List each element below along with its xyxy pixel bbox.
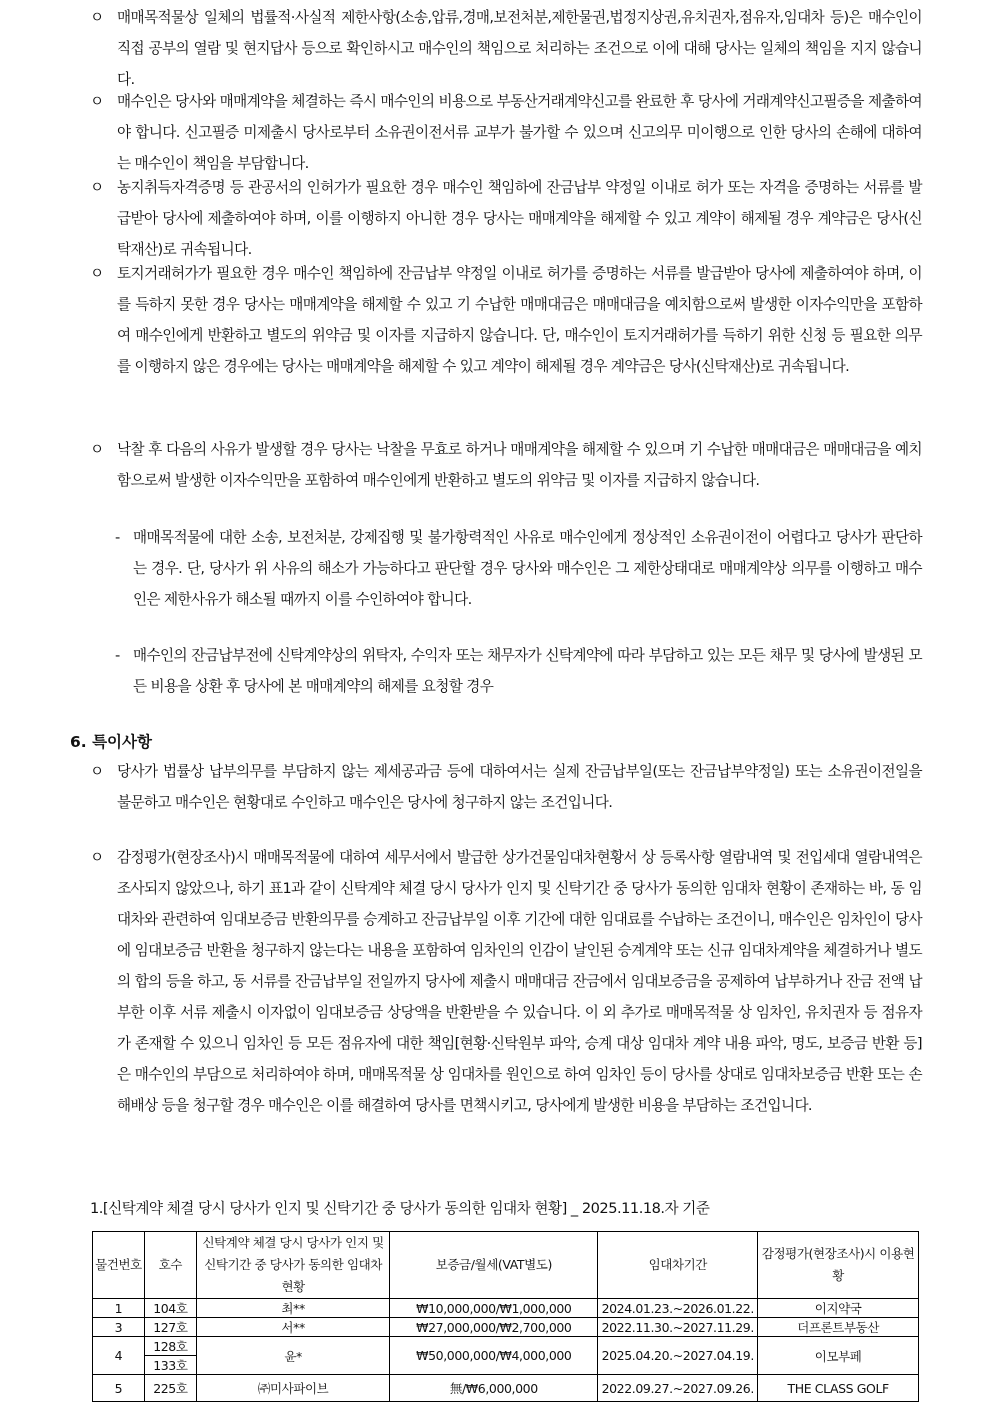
- sub-item: [115, 522, 922, 615]
- bullet-marker: ㅇ: [90, 763, 104, 780]
- paragraph-text: 토지거래허가가 필요한 경우 매수인 책임하에 잔금납부 약정일 이내로 허가를 증명하는 서류를 발급받아 당사에 제출하여야 하며, 이를 득하지 못한 경우 당사는 매매계약을 해제할 수 있고 기 수납한 매매대금은 매매대금을 예치함으로써 발생한 이자수익만을 포함하여 매수인에게 반환하고 별도의 위약금 및 이자를 지급하지 않습니다. 단, 매수인이 토지거래허가를 득하기 위한 신청 등 필요한 의무를 이행하지 않은 경우에는 당사는 매매계약을 해제할 수 있고 계약이 해제될 경우 계약금은 당사(신탁재산)로 귀속됩니다.: [117, 265, 922, 375]
- bullet-paragraph: [90, 2, 922, 95]
- header-unit: 호수: [144, 1232, 196, 1299]
- bullet-paragraph: [90, 86, 922, 179]
- lease-table: [92, 1231, 919, 1402]
- cell-no: 1: [93, 1299, 145, 1318]
- cell-deposit: ₩50,000,000/₩4,000,000: [390, 1337, 598, 1375]
- table-row: [93, 1337, 919, 1356]
- bullet-marker: ㅇ: [90, 265, 104, 282]
- table-row: [93, 1375, 919, 1402]
- table-caption: 1.[신탁계약 체결 당시 당사가 인지 및 신탁기간 중 당사가 동의한 임대차 현황] _ 2025.11.18.자 기준: [90, 1200, 710, 1217]
- table-row: [93, 1318, 919, 1337]
- cell-usage: THE CLASS GOLF: [758, 1375, 919, 1402]
- cell-deposit: ₩27,000,000/₩2,700,000: [390, 1318, 598, 1337]
- header-item-no: 물건번호: [93, 1232, 145, 1299]
- cell-unit: 104호: [144, 1299, 196, 1318]
- cell-usage: 이모부페: [758, 1337, 919, 1375]
- paragraph-text: 매매목적물상 일체의 법률적·사실적 제한사항(소송,압류,경매,보전처분,제한물권,법정지상권,유치권자,점유자,임대차 등)은 매수인이 직접 공부의 열람 및 현지답사 등으로 확인하시고 매수인의 책임으로 처리하는 조건으로 이에 대해 당사는 일체의 책임을 지지 않습니다.: [117, 9, 922, 88]
- paragraph-text: 매수인은 당사와 매매계약을 체결하는 즉시 매수인의 비용으로 부동산거래계약신고를 완료한 후 당사에 거래계약신고필증을 제출하여야 합니다. 신고필증 미제출시 당사로부터 소유권이전서류 교부가 불가할 수 있으며 신고의무 미이행으로 인한 당사의 손해에 대하여는 매수인이 책임을 부담합니다.: [117, 93, 922, 172]
- bullet-marker: ㅇ: [90, 849, 104, 866]
- paragraph-text: 당사가 법률상 납부의무를 부담하지 않는 제세공과금 등에 대하여서는 실제 잔금납부일(또는 잔금납부약정일) 또는 소유권이전일을 불문하고 매수인은 현황대로 수인하고 매수인은 당사에 청구하지 않는 조건입니다.: [117, 763, 922, 811]
- paragraph-text: 낙찰 후 다음의 사유가 발생할 경우 당사는 낙찰을 무효로 하거나 매매계약을 해제할 수 있으며 기 수납한 매매대금은 매매대금을 예치함으로써 발생한 이자수익만을 포함하여 매수인에게 반환하고 별도의 위약금 및 이자를 지급하지 않습니다.: [117, 441, 922, 489]
- bullet-paragraph: [90, 172, 922, 265]
- cell-tenant: 윤*: [196, 1337, 390, 1375]
- table-header-row: [93, 1232, 919, 1299]
- cell-deposit: 無/₩6,000,000: [390, 1375, 598, 1402]
- sub-item-text: 매매목적물에 대한 소송, 보전처분, 강제집행 및 불가항력적인 사유로 매수인에게 정상적인 소유권이전이 어렵다고 당사가 판단하는 경우. 단, 당사가 위 사유의 해소가 가능하다고 판단할 경우 당사와 매수인은 그 제한상태대로 매매계약상 의무를 이행하고 매수인은 제한사유가 해소될 때까지 이를 수인하여야 합니다.: [133, 529, 922, 608]
- header-period: 임대차기간: [598, 1232, 758, 1299]
- cell-unit: 133호: [144, 1356, 196, 1375]
- cell-period: 2024.01.23.~2026.01.22.: [598, 1299, 758, 1318]
- cell-period: 2025.04.20.~2027.04.19.: [598, 1337, 758, 1375]
- header-usage: 감정평가(현장조사)시 이용현황: [758, 1232, 919, 1299]
- cell-usage: 이지약국: [758, 1299, 919, 1318]
- cell-usage: 더프론트부동산: [758, 1318, 919, 1337]
- table-row: [93, 1299, 919, 1318]
- sub-item: [115, 640, 922, 702]
- header-tenant: 신탁계약 체결 당시 당사가 인지 및 신탁기간 중 당사가 동의한 임대차 현황: [196, 1232, 390, 1299]
- cell-tenant: 최**: [196, 1299, 390, 1318]
- cell-unit: 128호: [144, 1337, 196, 1356]
- bullet-paragraph: [90, 842, 922, 1121]
- bullet-marker: ㅇ: [90, 9, 104, 26]
- cell-unit: 225호: [144, 1375, 196, 1402]
- cell-tenant: 서**: [196, 1318, 390, 1337]
- bullet-paragraph: [90, 434, 922, 496]
- cell-no: 5: [93, 1375, 145, 1402]
- paragraph-text: 감정평가(현장조사)시 매매목적물에 대하여 세무서에서 발급한 상가건물임대차현황서 상 등록사항 열람내역 및 전입세대 열람내역은 조사되지 않았으나, 하기 표1과 같이 신탁계약 체결 당시 당사가 인지 및 신탁기간 중 당사가 동의한 임대차 현황이 존재하는 바, 동 임대차와 관련하여 임대보증금 반환의무를 승계하고 잔금납부일 이후 기간에 대한 임대료를 수납하는 조건이니, 매수인은 임차인이 당사에 임대보증금 반환을 청구하지 않는다는 내용을 포함하여 임차인의 인감이 날인된 승계계약 또는 신규 임대차계약을 체결하거나 별도의 합의 등을 하고, 동 서류를 잔금납부일 전일까지 당사에 제출시 매매대금 잔금에서 임대보증금을 공제하여 납부하거나 잔금 전액 납부한 이후 서류 제출시 이자없이 임대보증금 상당액을 반환받을 수 있습니다. 이 외 추가로 매매목적물 상 임차인, 유치권자 등 점유자가 존재할 수 있으니 임차인 등 모든 점유자에 대한 책임[현황·신탁원부 파악, 승계 대상 임대차 계약 내용 파악, 명도, 보증금 반환 등]은 매수인의 부담으로 처리하여야 하며, 매매목적물 상 임대차를 원인으로 하여 임차인 등이 당사를 상대로 임대차보증금 반환 또는 손해배상 등을 청구할 경우 매수인은 이를 해결하여 당사를 면책시키고, 당사에게 발생한 비용을 부담하는 조건입니다.: [117, 849, 922, 1114]
- bullet-paragraph: [90, 756, 922, 818]
- cell-period: 2022.11.30.~2027.11.29.: [598, 1318, 758, 1337]
- cell-deposit: ₩10,000,000/₩1,000,000: [390, 1299, 598, 1318]
- dash-marker: -: [115, 529, 120, 546]
- section-heading: 6. 특이사항: [70, 733, 152, 751]
- bullet-marker: ㅇ: [90, 93, 104, 110]
- cell-period: 2022.09.27.~2027.09.26.: [598, 1375, 758, 1402]
- header-deposit: 보증금/월세(VAT별도): [390, 1232, 598, 1299]
- paragraph-text: 농지취득자격증명 등 관공서의 인허가가 필요한 경우 매수인 책임하에 잔금납부 약정일 이내로 허가 또는 자격을 증명하는 서류를 발급받아 당사에 제출하여야 하며, 이를 이행하지 아니한 경우 당사는 매매계약을 해제할 수 있고 계약이 해제될 경우 계약금은 당사(신탁재산)로 귀속됩니다.: [117, 179, 922, 258]
- cell-no: 3: [93, 1318, 145, 1337]
- cell-unit: 127호: [144, 1318, 196, 1337]
- dash-marker: -: [115, 647, 120, 664]
- cell-tenant: ㈜미사파이브: [196, 1375, 390, 1402]
- bullet-marker: ㅇ: [90, 441, 104, 458]
- bullet-paragraph: [90, 258, 922, 382]
- sub-item-text: 매수인의 잔금납부전에 신탁계약상의 위탁자, 수익자 또는 채무자가 신탁계약에 따라 부담하고 있는 모든 채무 및 당사에 발생된 모든 비용을 상환 후 당사에 본 매매계약의 해제를 요청할 경우: [133, 647, 922, 695]
- cell-no: 4: [93, 1337, 145, 1375]
- bullet-marker: ㅇ: [90, 179, 104, 196]
